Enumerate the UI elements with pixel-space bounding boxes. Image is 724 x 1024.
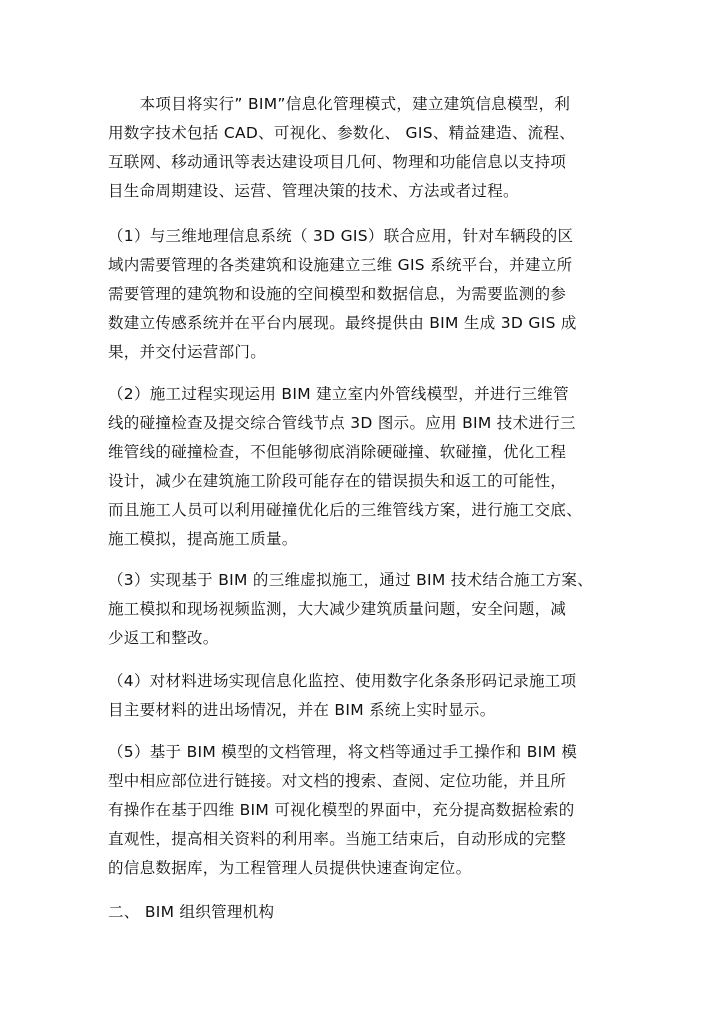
- paragraph-line: 域内需要管理的各类建筑和设施建立三维 GIS 系统平台，并建立所: [108, 256, 573, 274]
- paragraph-line: 的信息数据库，为工程管理人员提供快速查询定位。: [108, 859, 472, 877]
- paragraph-line: 施工模拟和现场视频监测，大大减少建筑质量问题，安全问题，减: [108, 600, 567, 618]
- paragraph-line: 施工模拟，提高施工质量。: [108, 530, 298, 548]
- paragraph-line: 目生命周期建设、运营、管理决策的技术、方法或者过程。: [108, 182, 519, 200]
- paragraph-intro: [108, 90, 628, 206]
- paragraph-line: （1）与三维地理信息系统（ 3D GIS）联合应用，针对车辆段的区: [108, 227, 574, 245]
- paragraph-line: 互联网、移动通讯等表达建设项目几何、物理和功能信息以支持项: [108, 153, 567, 171]
- paragraph-line: 数建立传感系统并在平台内展现。最终提供由 BIM 生成 3D GIS 成: [108, 314, 577, 332]
- paragraph-item-5: [108, 738, 628, 883]
- paragraph-line: 少返工和整改。: [108, 629, 219, 647]
- paragraph-line: （2）施工过程实现运用 BIM 建立室内外管线模型，并进行三维管: [108, 385, 569, 403]
- paragraph-item-2: [108, 380, 628, 554]
- paragraph-item-3: [108, 566, 628, 653]
- paragraph-line: 直观性，提高相关资料的利用率。当施工结束后，自动形成的完整: [108, 830, 567, 848]
- paragraph-line: 需要管理的建筑物和设施的空间模型和数据信息，为需要监测的参: [108, 285, 567, 303]
- paragraph-line: 设计，减少在建筑施工阶段可能存在的错误损失和返工的可能性，: [108, 472, 567, 490]
- paragraph-line: （4）对材料进场实现信息化监控、使用数字化条条形码记录施工项: [108, 672, 577, 690]
- paragraph-line: 型中相应部位进行链接。对文档的搜索、查阅、定位功能，并且所: [108, 772, 567, 790]
- paragraph-line: （5）基于 BIM 模型的文档管理，将文档等通过手工操作和 BIM 模: [108, 743, 578, 761]
- paragraph-line: 维管线的碰撞检查，不但能够彻底消除硬碰撞、软碰撞，优化工程: [108, 443, 567, 461]
- paragraph-line: 有操作在基于四维 BIM 可视化模型的界面中，充分提高数据检索的: [108, 801, 575, 819]
- paragraph-line: 本项目将实行” BIM”信息化管理模式，建立建筑信息模型，利: [108, 95, 571, 113]
- section-heading: 二、 BIM 组织管理机构: [108, 903, 275, 921]
- paragraph-line: （3）实现基于 BIM 的三维虚拟施工，通过 BIM 技术结合施工方案、: [108, 571, 594, 589]
- paragraph-item-4: [108, 667, 628, 725]
- paragraph-line: 果，并交付运营部门。: [108, 343, 267, 361]
- paragraph-line: 线的碰撞检查及提交综合管线节点 3D 图示。应用 BIM 技术进行三: [108, 414, 576, 432]
- paragraph-line: 而且施工人员可以利用碰撞优化后的三维管线方案，进行施工交底、: [108, 501, 583, 519]
- paragraph-line: 目主要材料的进出场情况，并在 BIM 系统上实时显示。: [108, 701, 496, 719]
- paragraph-item-1: [108, 222, 628, 367]
- paragraph-line: 用数字技术包括 CAD、可视化、参数化、 GIS、精益建造、流程、: [108, 124, 576, 142]
